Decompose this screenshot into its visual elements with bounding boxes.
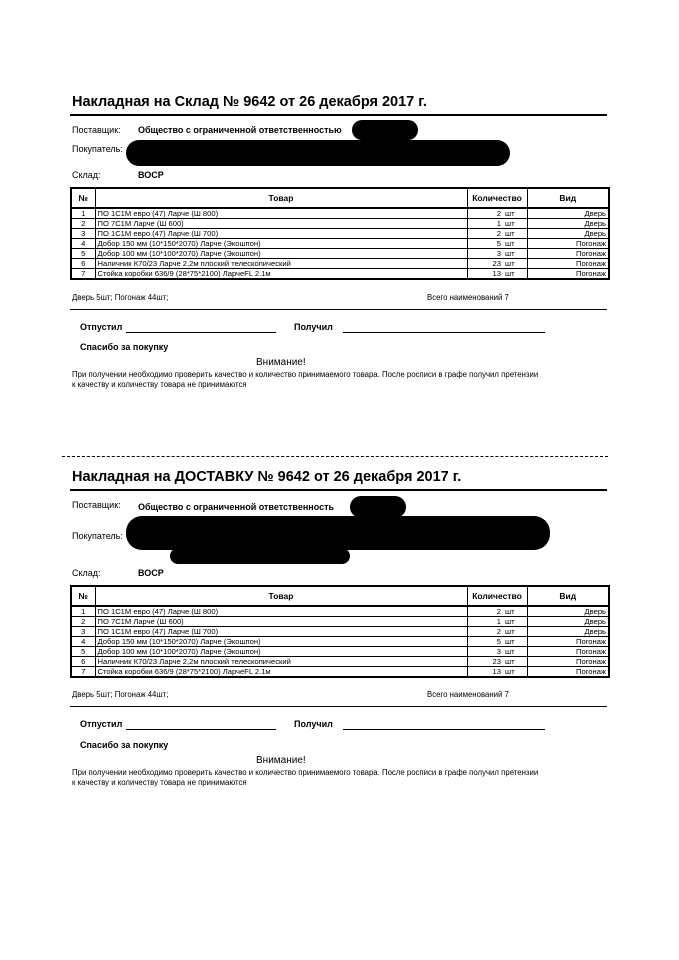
notice-line: При получении необходимо проверить качество и количество принимаемого товара. После росписи в графе получил претензии	[72, 370, 539, 379]
table-row	[71, 229, 609, 239]
items-table	[70, 585, 610, 678]
product-name: Добор 150 мм (10*150*2070) Ларче (Экошпон)	[95, 637, 467, 647]
received-label: Получил	[294, 719, 333, 729]
quantity: 5	[467, 637, 503, 647]
product-name: ПО 1С1М евро (47) Ларче (Ш 800)	[95, 208, 467, 219]
table-row	[71, 647, 609, 657]
product-name: Стойка коробки 636/9 (28*75*2100) ЛарчеFL 2.1м	[95, 269, 467, 280]
notice-line: При получении необходимо проверить качество и количество принимаемого товара. После росписи в графе получил претензии	[72, 768, 539, 777]
notice-text	[72, 768, 612, 788]
table-row	[71, 627, 609, 637]
product-kind: Погонаж	[527, 667, 609, 678]
supplier-label: Поставщик:	[72, 125, 121, 135]
row-number: 5	[71, 647, 95, 657]
quantity: 23	[467, 259, 503, 269]
doc-title: Накладная на ДОСТАВКУ № 9642 от 26 декабря 2017 г.	[72, 469, 462, 485]
unit: шт	[503, 667, 527, 678]
quantity: 1	[467, 219, 503, 229]
quantity: 2	[467, 606, 503, 617]
row-number: 1	[71, 606, 95, 617]
redaction-mark	[170, 548, 350, 564]
notice-line: к качеству и количеству товара не принимаются	[72, 380, 247, 389]
unit: шт	[503, 606, 527, 617]
unit: шт	[503, 657, 527, 667]
divider	[70, 706, 607, 707]
table-row	[71, 259, 609, 269]
product-name: ПО 1С1М евро (47) Ларче (Ш 800)	[95, 606, 467, 617]
product-name: Добор 100 мм (10*100*2070) Ларче (Экошпон)	[95, 249, 467, 259]
warehouse-label: Склад:	[72, 568, 101, 578]
table-row	[71, 249, 609, 259]
row-number: 3	[71, 627, 95, 637]
col-product-header: Товар	[95, 188, 467, 208]
attention-heading: Внимание!	[256, 357, 306, 368]
notice-text	[72, 370, 612, 390]
warehouse-label: Склад:	[72, 170, 101, 180]
row-number: 1	[71, 208, 95, 219]
product-name: Стойка коробки 636/9 (28*75*2100) ЛарчеFL 2.1м	[95, 667, 467, 678]
product-name: Добор 100 мм (10*100*2070) Ларче (Экошпон)	[95, 647, 467, 657]
quantity: 5	[467, 239, 503, 249]
table-header-row	[71, 188, 609, 208]
supplier-value: Общество с ограниченной ответственность	[138, 502, 335, 512]
doc-title: Накладная на Склад № 9642 от 26 декабря 2017 г.	[72, 94, 427, 110]
col-product-header: Товар	[95, 586, 467, 606]
redaction-mark	[352, 120, 418, 140]
row-number: 7	[71, 269, 95, 280]
notice-line: к качеству и количеству товара не принимаются	[72, 778, 247, 787]
total-count: Всего наименований 7	[427, 293, 509, 302]
quantity: 2	[467, 208, 503, 219]
quantity: 13	[467, 269, 503, 280]
product-kind: Погонаж	[527, 647, 609, 657]
table-row	[71, 667, 609, 678]
product-kind: Дверь	[527, 627, 609, 637]
product-kind: Погонаж	[527, 269, 609, 280]
supplier-value: Общество с ограниченной ответственностью	[138, 125, 342, 135]
released-label: Отпустил	[80, 322, 123, 332]
product-name: Наличник К70/23 Ларче 2,2м плоский телескопический	[95, 259, 467, 269]
items-table	[70, 187, 610, 280]
row-number: 3	[71, 229, 95, 239]
table-row	[71, 657, 609, 667]
summary-text: Дверь 5шт; Погонаж 44шт;	[72, 293, 169, 302]
received-signature-line	[343, 729, 545, 730]
table-row	[71, 208, 609, 219]
table-header-row	[71, 586, 609, 606]
unit: шт	[503, 229, 527, 239]
table-row	[71, 269, 609, 280]
product-kind: Погонаж	[527, 657, 609, 667]
total-count: Всего наименований 7	[427, 690, 509, 699]
product-kind: Погонаж	[527, 259, 609, 269]
col-number-header: №	[71, 586, 95, 606]
table-row	[71, 617, 609, 627]
unit: шт	[503, 637, 527, 647]
table-row	[71, 219, 609, 229]
summary-text: Дверь 5шт; Погонаж 44шт;	[72, 690, 169, 699]
quantity: 23	[467, 657, 503, 667]
quantity: 3	[467, 647, 503, 657]
row-number: 7	[71, 667, 95, 678]
product-name: ПО 1С1М евро (47) Ларче (Ш 700)	[95, 627, 467, 637]
row-number: 6	[71, 657, 95, 667]
product-kind: Погонаж	[527, 239, 609, 249]
col-kind-header: Вид	[527, 586, 609, 606]
row-number: 4	[71, 637, 95, 647]
released-label: Отпустил	[80, 719, 123, 729]
unit: шт	[503, 208, 527, 219]
received-label: Получил	[294, 322, 333, 332]
product-kind: Дверь	[527, 606, 609, 617]
quantity: 13	[467, 667, 503, 678]
warehouse-value: ВОСР	[138, 568, 164, 578]
thanks-text: Спасибо за покупку	[80, 342, 169, 352]
product-kind: Дверь	[527, 219, 609, 229]
col-number-header: №	[71, 188, 95, 208]
attention-heading: Внимание!	[256, 755, 306, 766]
received-signature-line	[343, 332, 545, 333]
redaction-mark	[126, 516, 550, 550]
product-kind: Погонаж	[527, 637, 609, 647]
supplier-label: Поставщик:	[72, 500, 121, 510]
quantity: 2	[467, 627, 503, 637]
row-number: 2	[71, 617, 95, 627]
unit: шт	[503, 269, 527, 280]
unit: шт	[503, 219, 527, 229]
table-row	[71, 239, 609, 249]
redaction-mark	[126, 140, 510, 166]
product-kind: Дверь	[527, 208, 609, 219]
buyer-label: Покупатель:	[72, 531, 123, 541]
product-name: Наличник К70/23 Ларче 2,2м плоский телескопический	[95, 657, 467, 667]
col-kind-header: Вид	[527, 188, 609, 208]
unit: шт	[503, 617, 527, 627]
warehouse-value: ВОСР	[138, 170, 164, 180]
table-row	[71, 606, 609, 617]
title-rule	[70, 489, 607, 491]
row-number: 5	[71, 249, 95, 259]
product-name: ПО 7С1М Ларче (Ш 600)	[95, 617, 467, 627]
released-signature-line	[126, 332, 276, 333]
unit: шт	[503, 259, 527, 269]
product-name: ПО 7С1М Ларче (Ш 600)	[95, 219, 467, 229]
unit: шт	[503, 627, 527, 637]
col-quantity-header: Количество	[467, 586, 527, 606]
product-name: Добор 150 мм (10*150*2070) Ларче (Экошпон)	[95, 239, 467, 249]
row-number: 2	[71, 219, 95, 229]
thanks-text: Спасибо за покупку	[80, 740, 169, 750]
col-quantity-header: Количество	[467, 188, 527, 208]
redaction-mark	[350, 496, 406, 518]
quantity: 2	[467, 229, 503, 239]
product-kind: Дверь	[527, 229, 609, 239]
quantity: 1	[467, 617, 503, 627]
product-name: ПО 1С1М евро (47) Ларче (Ш 700)	[95, 229, 467, 239]
product-kind: Погонаж	[527, 249, 609, 259]
released-signature-line	[126, 729, 276, 730]
table-row	[71, 637, 609, 647]
cut-line	[62, 456, 608, 457]
row-number: 4	[71, 239, 95, 249]
title-rule	[70, 114, 607, 116]
divider	[70, 309, 607, 310]
product-kind: Дверь	[527, 617, 609, 627]
buyer-label: Покупатель:	[72, 144, 123, 154]
row-number: 6	[71, 259, 95, 269]
unit: шт	[503, 239, 527, 249]
quantity: 3	[467, 249, 503, 259]
unit: шт	[503, 647, 527, 657]
unit: шт	[503, 249, 527, 259]
